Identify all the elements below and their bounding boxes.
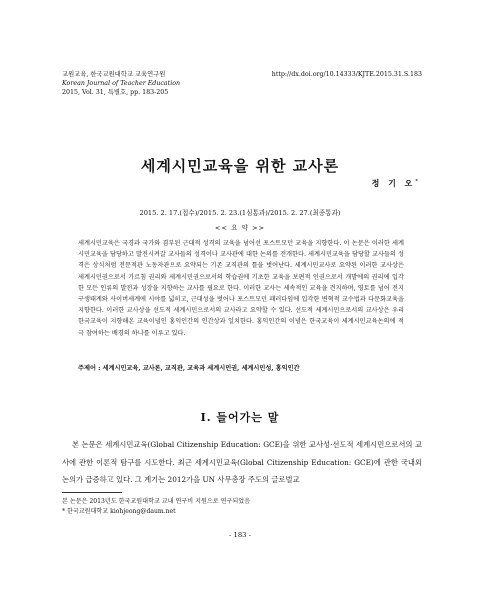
journal-name-korean: 교원교육, 한국교원대학교 교육연구원 <box>62 71 166 78</box>
submission-dates: 2015. 2. 17.(접수)/2015. 2. 23.(1심통과)/2015. 2. 27.(최종통과) <box>139 209 341 217</box>
journal-header <box>62 70 422 98</box>
paper-title: 세계시민교육을 위한 교사론 <box>140 157 340 175</box>
author-line <box>372 178 418 189</box>
author-name: 정 기 오 <box>371 178 416 188</box>
footnote-affiliation: * 한국교원대학교 kiohjeong@daum.net <box>62 508 176 515</box>
author-footnote-mark: * <box>415 178 418 185</box>
footnote-divider <box>62 492 122 493</box>
journal-name-english: Korean Journal of Teacher Education <box>62 80 181 88</box>
keywords: 주제어 : 세계시민교육, 교사론, 교직관, 교육과 세계시민권, 세계시민성, 홍익인간 <box>78 365 300 372</box>
body-paragraph: 본 논문은 세계시민교육(Global Citizenship Education: GCE)을 위한 교사성·선도적 세계시민으로서의 교사에 관한 이론적 탐구를 시도한다. 최근 세계시민교육(Global Citizenship Education: GCE)에 관한 국내외 논의가 급증하고 있다. 그 계기는 2012가을 UN 사무총장 주도의 글로벌교 <box>62 440 422 484</box>
abstract-heading: << 요 약 >> <box>214 224 266 232</box>
footnotes <box>62 497 422 517</box>
section-title: Ⅰ. 들어가는 말 <box>200 411 280 424</box>
doi-link[interactable]: http://dx.doi.org/10.14333/KJTE.2015.31.S.183 <box>271 71 422 78</box>
journal-volume: 2015, Vol. 31, 특별호, pp. 183-205 <box>62 89 169 97</box>
footnote-funding: 본 논문은 2013년도 한국교원대학교 교내 연구비 지원으로 연구되었음 <box>62 498 251 505</box>
abstract-text: 세계시민교육은 국경과 국가와 겸부된 근대적 성격의 교육을 넘어선 포스트모던 교육을 지향한다. 이 논문은 이러한 세계시민교육을 담당하고 발전시켜갈 교사들의 성격이나 교사관에 대한 논의를 전개한다. 세계시민교육을 담당할 교사들의 성격은 상식처럼 전문적관 노동자관으로 요약되는 기존 교직관의 틀을 벗어난다. 세계시민교사로 요약된 이러한 교사상은 세계시민권으로서 가르침 권리와 세계시민권으로서의 학습권에 기초한 교육을 보편적 인권으로서 개발에의 권리에 입각한 모든 인류의 발전과 성장을 지향하는 교사를 필요로 한다. 이러한 교사는 세속적인 교육을 견지하며, 영토를 넘어 전지구생태계와 사이버세계에 시야를 넓히고, 근대성을 벗어나 포스트모던 패러다임에 입각한 변혁적 교수법과 다문화교육을 지향한다. 이러한 교사상을 선도적 세계시민으로서의 교사라고 요약할 수 있다. 선도적 세계시민으로서의 교사상은 우리 한국교육이 지향해온 교육이념인 홍익인간의 인간상과 일치한다. 홍익인간의 이념은 한국교육이 세계시민교육논의에 적극 참여하는 배경의 하나를 이루고 있다. <box>78 240 404 337</box>
page-number: - 183 - <box>229 531 251 539</box>
